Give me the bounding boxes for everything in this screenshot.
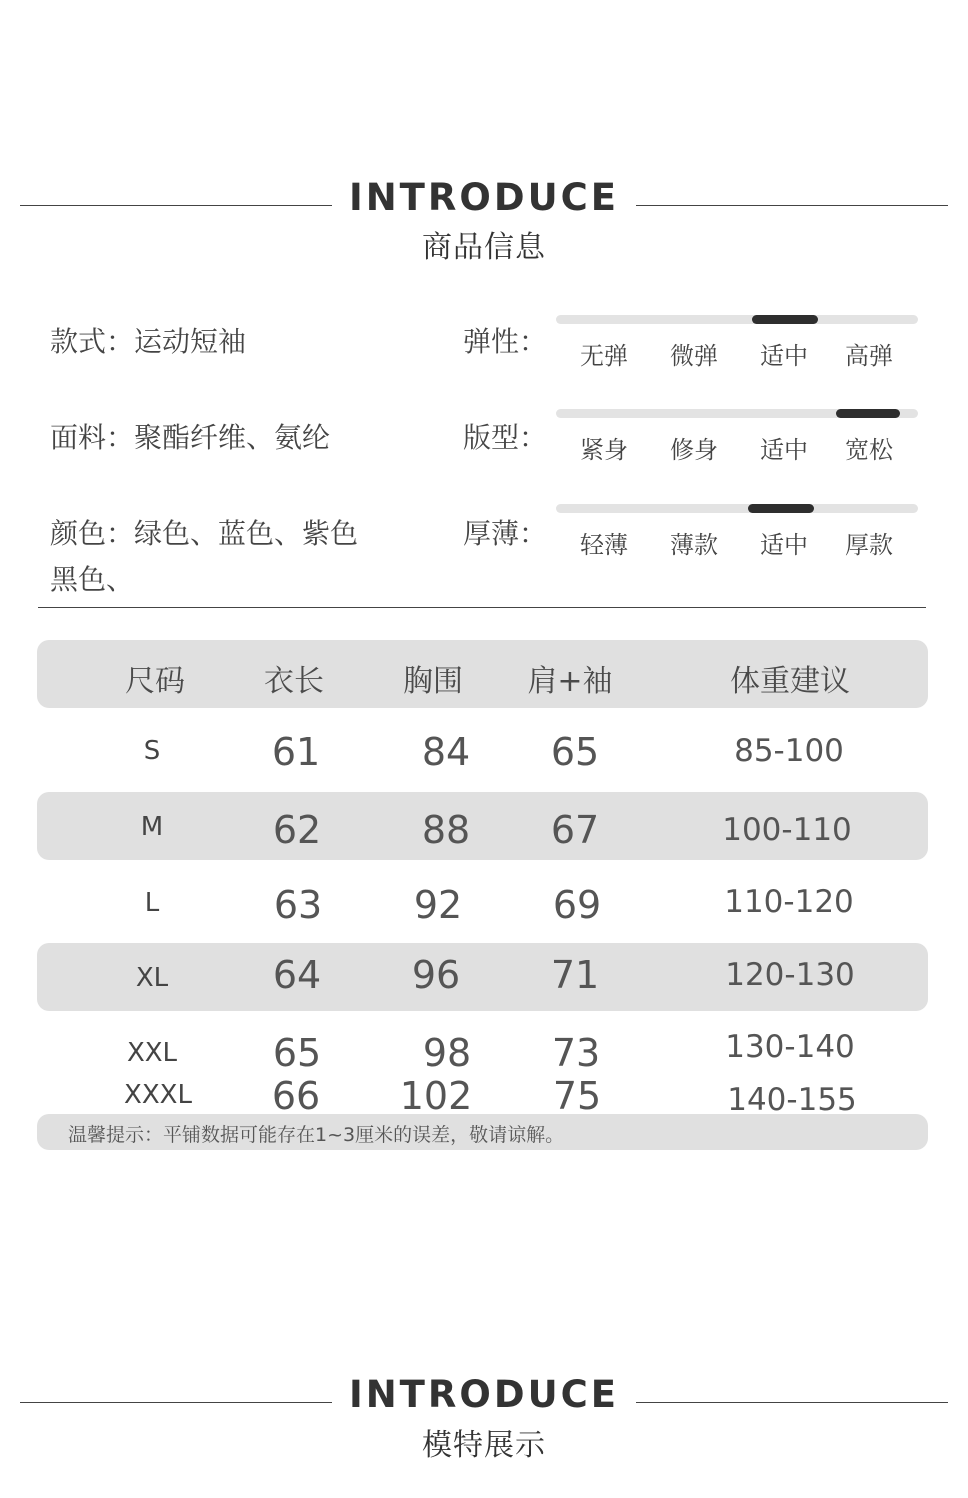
measurement-note: 温馨提示：平铺数据可能存在1~3厘米的误差，敬请谅解。	[68, 1124, 565, 1146]
table-cell-weight: 110-120	[724, 884, 854, 920]
table-cell-shoulder-sleeve: 73	[551, 1031, 601, 1075]
header-divider-left	[20, 1402, 332, 1403]
scale-option: 薄款	[670, 531, 718, 559]
table-cell-length: 63	[273, 883, 323, 927]
column-header-weight: 体重建议	[730, 664, 850, 699]
table-cell-chest: 96	[411, 953, 461, 997]
table-cell-weight: 120-130	[725, 957, 855, 993]
table-cell-size: M	[140, 812, 164, 842]
table-cell-length: 65	[272, 1031, 322, 1075]
spec-fabric: 面料：聚酯纤维、氨纶	[50, 421, 331, 454]
spec-style: 款式：运动短袖	[50, 325, 247, 358]
scale-thickness-track	[556, 504, 918, 513]
table-cell-weight: 140-155	[727, 1082, 857, 1118]
scale-option: 紧身	[580, 436, 628, 464]
scale-thickness-marker	[748, 504, 814, 513]
header-divider-right	[636, 1402, 948, 1403]
scale-option: 高弹	[845, 342, 893, 370]
table-cell-shoulder-sleeve: 65	[550, 730, 600, 774]
column-header-size: 尺码	[125, 664, 185, 699]
scale-option: 轻薄	[580, 531, 628, 559]
section-heading-cn: 模特展示	[422, 1428, 546, 1463]
scale-elasticity-label: 弹性：	[463, 325, 548, 358]
table-cell-chest: 88	[421, 808, 471, 852]
table-cell-chest: 98	[422, 1031, 472, 1075]
scale-elasticity-track	[556, 315, 918, 324]
column-header-chest: 胸围	[403, 664, 463, 699]
section-heading-en: INTRODUCE	[348, 1373, 620, 1416]
scale-fit-label: 版型：	[463, 421, 548, 454]
table-cell-shoulder-sleeve: 75	[552, 1074, 602, 1118]
table-cell-size: XXXL	[124, 1080, 192, 1110]
header-divider-right	[636, 205, 948, 206]
table-cell-size: XXL	[126, 1038, 178, 1068]
scale-thickness-label: 厚薄：	[463, 517, 548, 550]
table-cell-weight: 130-140	[725, 1029, 855, 1065]
table-cell-size: S	[143, 736, 161, 766]
column-header-shoulder-sleeve: 肩+袖	[527, 664, 613, 699]
table-cell-length: 66	[271, 1074, 321, 1118]
header-divider-left	[20, 205, 332, 206]
scale-option: 适中	[760, 342, 808, 370]
table-cell-size: XL	[135, 963, 169, 993]
table-cell-weight: 85-100	[734, 733, 844, 769]
table-divider	[38, 607, 926, 608]
scale-option: 微弹	[670, 342, 718, 370]
table-cell-shoulder-sleeve: 69	[552, 883, 602, 927]
scale-fit-marker	[836, 409, 900, 418]
scale-elasticity-marker	[752, 315, 818, 324]
spec-colors: 颜色：绿色、蓝色、紫色	[50, 517, 359, 550]
scale-option: 厚款	[845, 531, 893, 559]
table-cell-chest: 92	[413, 883, 463, 927]
table-cell-length: 62	[272, 808, 322, 852]
table-cell-weight: 100-110	[722, 812, 852, 848]
section-heading-en: INTRODUCE	[348, 176, 620, 219]
table-cell-shoulder-sleeve: 71	[550, 953, 600, 997]
table-cell-chest: 84	[421, 730, 471, 774]
table-cell-chest: 102	[399, 1074, 473, 1118]
scale-option: 适中	[760, 531, 808, 559]
scale-option: 适中	[760, 436, 808, 464]
section-heading-cn: 商品信息	[422, 230, 546, 265]
table-cell-length: 64	[272, 953, 322, 997]
table-cell-length: 61	[271, 730, 321, 774]
spec-colors-line2: 黑色、	[50, 563, 135, 596]
column-header-length: 衣长	[264, 664, 324, 699]
scale-option: 宽松	[845, 436, 893, 464]
table-cell-shoulder-sleeve: 67	[550, 808, 600, 852]
scale-option: 无弹	[580, 342, 628, 370]
scale-option: 修身	[670, 436, 718, 464]
table-cell-size: L	[144, 888, 160, 918]
